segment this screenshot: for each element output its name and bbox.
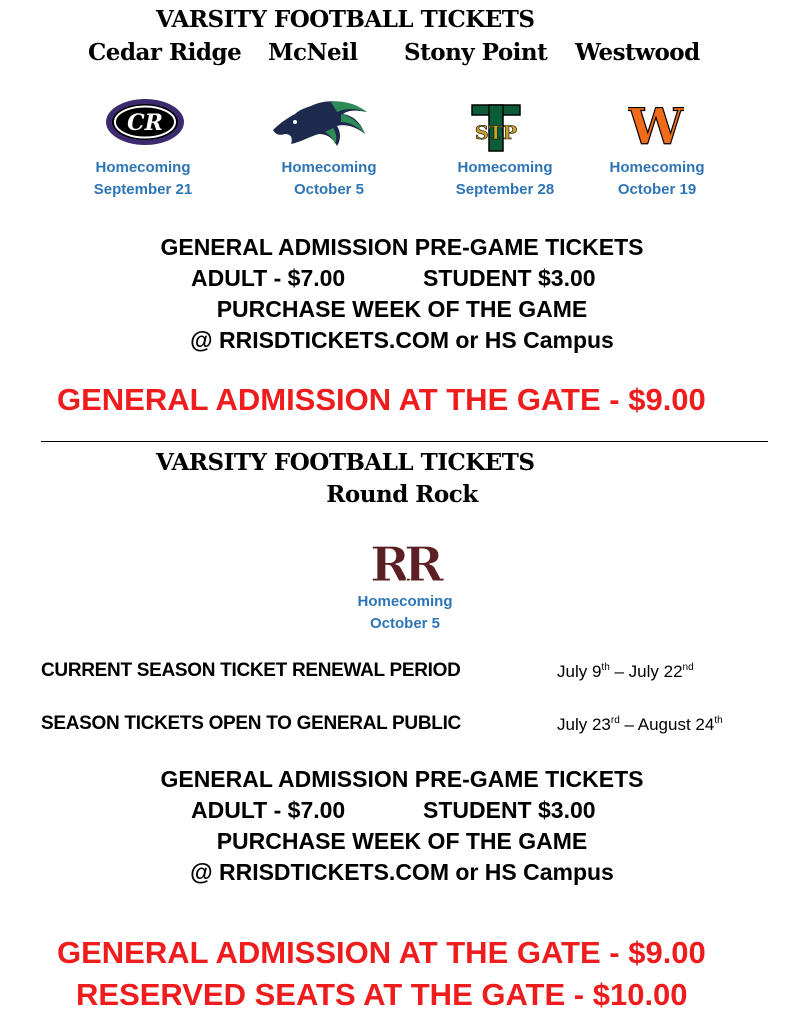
- pregame-student-price-2: STUDENT $3.00: [423, 797, 596, 823]
- homecoming-label: Homecoming: [357, 593, 453, 610]
- westwood-logo: [628, 100, 684, 150]
- section2-title: VARSITY FOOTBALL TICKETS: [156, 449, 535, 476]
- gate-admission-price: GENERAL ADMISSION AT THE GATE - $9.00: [57, 382, 706, 417]
- homecoming-cedar-ridge: [63, 157, 223, 201]
- pregame-heading: GENERAL ADMISSION PRE-GAME TICKETS: [160, 234, 644, 260]
- westwood-logo-text: W: [628, 100, 684, 150]
- pregame-purchase-where: @ RRISDTICKETS.COM or HS Campus: [190, 327, 614, 353]
- school-round-rock: Round Rock: [326, 481, 478, 508]
- pregame-purchase-where-2: @ RRISDTICKETS.COM or HS Campus: [190, 859, 614, 885]
- renewal-period-dates: [557, 662, 694, 682]
- homecoming-westwood: [577, 157, 737, 201]
- homecoming-date: September 21: [93, 181, 193, 198]
- renewal-end: July 22: [628, 662, 683, 681]
- stony-point-logo: [470, 103, 522, 153]
- round-rock-logo-text: RR: [370, 537, 438, 589]
- reserved-seats-price: RESERVED SEATS AT THE GATE - $10.00: [76, 977, 688, 1012]
- pregame-purchase-week-2: PURCHASE WEEK OF THE GAME: [216, 828, 588, 854]
- homecoming-label: Homecoming: [95, 159, 191, 176]
- renewal-period-label: CURRENT SEASON TICKET RENEWAL PERIOD: [41, 660, 461, 681]
- homecoming-label: Homecoming: [457, 159, 553, 176]
- general-public-label: SEASON TICKETS OPEN TO GENERAL PUBLIC: [41, 713, 461, 734]
- homecoming-label: Homecoming: [609, 159, 705, 176]
- gate-admission-price-2: GENERAL ADMISSION AT THE GATE - $9.00: [57, 935, 706, 970]
- renewal-end-suffix: nd: [682, 662, 694, 673]
- public-start: July 23: [557, 715, 611, 734]
- homecoming-date: October 5: [369, 615, 441, 632]
- homecoming-date: September 28: [455, 181, 555, 198]
- school-westwood: Westwood: [575, 39, 700, 66]
- pregame-heading-2: GENERAL ADMISSION PRE-GAME TICKETS: [160, 766, 644, 792]
- renewal-sep: –: [609, 662, 629, 681]
- cedar-ridge-logo: [104, 97, 186, 147]
- school-stony-point: Stony Point: [404, 39, 548, 66]
- cedar-ridge-logo-text: CR: [127, 110, 163, 136]
- pregame-purchase-week: PURCHASE WEEK OF THE GAME: [216, 296, 588, 322]
- round-rock-logo: [361, 533, 447, 589]
- pregame-student-price: STUDENT $3.00: [423, 265, 596, 291]
- stony-point-logo-text: STP: [474, 122, 518, 144]
- renewal-start: July 9: [557, 662, 602, 681]
- section1-title: VARSITY FOOTBALL TICKETS: [156, 6, 535, 33]
- general-public-dates: [557, 715, 723, 735]
- homecoming-date: October 5: [293, 181, 365, 198]
- homecoming-mcneil: [249, 157, 409, 201]
- public-sep: –: [619, 715, 638, 734]
- pregame-adult-price-2: ADULT - $7.00: [191, 797, 346, 823]
- pregame-adult-price: ADULT - $7.00: [191, 265, 346, 291]
- homecoming-date: October 19: [617, 181, 697, 198]
- mcneil-mustang-logo: [271, 98, 369, 150]
- renewal-start-suffix: th: [601, 662, 610, 673]
- school-cedar-ridge: Cedar Ridge: [88, 39, 242, 66]
- public-end-suffix: th: [714, 715, 723, 726]
- school-mcneil: McNeil: [268, 39, 358, 66]
- section-divider: [41, 441, 768, 442]
- homecoming-label: Homecoming: [281, 159, 377, 176]
- homecoming-round-rock: [325, 591, 485, 635]
- public-end: August 24: [637, 715, 715, 734]
- public-start-suffix: rd: [610, 715, 620, 726]
- homecoming-stony-point: [425, 157, 585, 201]
